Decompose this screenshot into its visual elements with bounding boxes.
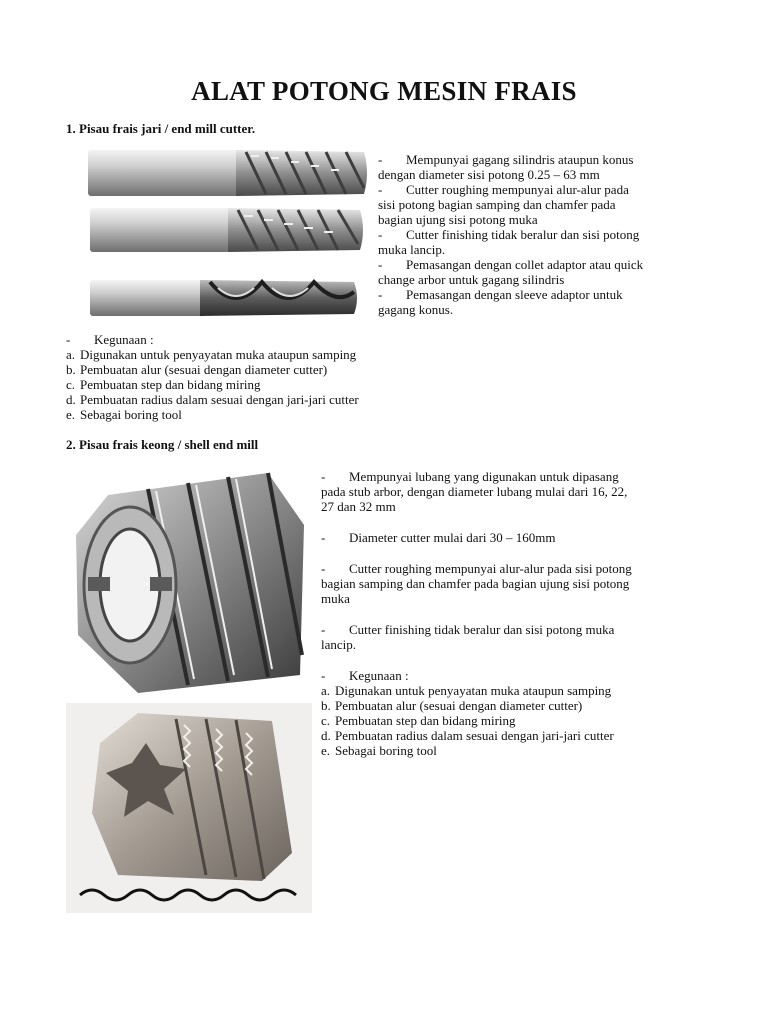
roughing-end-mill-1 — [88, 150, 367, 196]
usage-letter: a. — [321, 683, 331, 698]
feature-line: lancip. — [321, 637, 357, 652]
usage-letter: b. — [66, 362, 76, 377]
feature-line: Cutter finishing tidak beralur dan sisi potong — [406, 227, 640, 242]
dash: - — [378, 182, 383, 197]
usage-letter: d. — [321, 728, 331, 743]
dash: - — [66, 332, 71, 347]
shell-end-mill-image — [68, 465, 310, 695]
usage-text: Pembuatan radius dalam sesuai dengan jari-jari cutter — [80, 392, 359, 407]
feature-line: change arbor untuk gagang silindris — [378, 272, 565, 287]
usage-letter: b. — [321, 698, 331, 713]
feature-line: Cutter roughing mempunyai alur-alur pada — [406, 182, 629, 197]
feature-item — [321, 469, 731, 514]
feature-line: muka lancip. — [378, 242, 446, 257]
feature-item — [378, 227, 718, 257]
usage-letter: c. — [321, 713, 331, 728]
section-2-usage — [321, 668, 731, 758]
feature-line: bagian samping dan chamfer pada bagian ujung sisi potong — [321, 576, 630, 591]
usage-letter: c. — [66, 377, 76, 392]
feature-item — [378, 257, 718, 287]
feature-line: Mempunyai gagang silindris ataupun konus — [406, 152, 634, 167]
feature-item — [321, 622, 731, 652]
usage-item — [321, 698, 731, 713]
finishing-end-mill — [90, 280, 357, 316]
usage-item — [66, 347, 486, 362]
usage-text: Pembuatan step dan bidang miring — [335, 713, 516, 728]
usage-text: Digunakan untuk penyayatan muka ataupun samping — [80, 347, 357, 362]
usage-text: Pembuatan alur (sesuai dengan diameter cutter) — [335, 698, 583, 713]
section-2-features — [321, 469, 731, 758]
usage-item — [321, 713, 731, 728]
feature-line: Mempunyai lubang yang digunakan untuk dipasang — [349, 469, 619, 484]
dash: - — [321, 561, 326, 576]
usage-item — [66, 407, 486, 422]
usage-item — [66, 377, 486, 392]
feature-line: Diameter cutter mulai dari 30 – 160mm — [349, 530, 556, 545]
end-mill-cutters-image — [86, 144, 374, 324]
feature-line: Pemasangan dengan collet adaptor atau quick — [406, 257, 644, 272]
page-title: ALAT POTONG MESIN FRAIS — [191, 76, 577, 106]
roughing-shell-mill-image — [66, 703, 312, 913]
roughing-end-mill-2 — [90, 208, 363, 252]
usage-letter: d. — [66, 392, 76, 407]
usage-letter: e. — [321, 743, 331, 758]
usage-item — [66, 392, 486, 407]
feature-line: 27 dan 32 mm — [321, 499, 396, 514]
dash: - — [321, 469, 326, 484]
feature-line: Cutter finishing tidak beralur dan sisi potong muka — [349, 622, 615, 637]
feature-line: Pemasangan dengan sleeve adaptor untuk — [406, 287, 623, 302]
tooth-profile-line — [80, 890, 296, 900]
dash: - — [378, 152, 383, 167]
feature-line: sisi potong bagian samping dan chamfer pada — [378, 197, 616, 212]
usage-text: Pembuatan radius dalam sesuai dengan jari-jari cutter — [335, 728, 614, 743]
usage-item — [321, 728, 731, 743]
usage-label: Kegunaan : — [349, 668, 409, 683]
usage-text: Pembuatan alur (sesuai dengan diameter cutter) — [80, 362, 328, 377]
dash: - — [378, 287, 383, 302]
usage-label: Kegunaan : — [94, 332, 154, 347]
usage-text: Sebagai boring tool — [335, 743, 437, 758]
feature-item — [321, 530, 731, 545]
dash: - — [378, 227, 383, 242]
feature-line: bagian ujung sisi potong muka — [378, 212, 538, 227]
usage-letter: e. — [66, 407, 76, 422]
usage-item — [321, 683, 731, 698]
dash: - — [321, 530, 326, 545]
feature-line: Cutter roughing mempunyai alur-alur pada sisi potong — [349, 561, 632, 576]
feature-line: muka — [321, 591, 350, 606]
dash: - — [321, 622, 326, 637]
usage-item — [321, 743, 731, 758]
section-1-features — [378, 152, 718, 317]
dash: - — [378, 257, 383, 272]
feature-line: gagang konus. — [378, 302, 454, 317]
usage-letter: a. — [66, 347, 76, 362]
feature-item — [321, 561, 731, 606]
usage-text: Pembuatan step dan bidang miring — [80, 377, 261, 392]
section-2-heading: 2. Pisau frais keong / shell end mill — [66, 437, 259, 452]
usage-text: Digunakan untuk penyayatan muka ataupun samping — [335, 683, 612, 698]
feature-item — [378, 152, 718, 182]
dash: - — [321, 668, 326, 683]
feature-item — [378, 287, 718, 317]
feature-item — [378, 182, 718, 227]
section-1-usage — [66, 332, 486, 422]
usage-text: Sebagai boring tool — [80, 407, 182, 422]
feature-line: pada stub arbor, dengan diameter lubang mulai dari 16, 22, — [321, 484, 628, 499]
feature-line: dengan diameter sisi potong 0.25 – 63 mm — [378, 167, 600, 182]
usage-item — [66, 362, 486, 377]
section-1-heading: 1. Pisau frais jari / end mill cutter. — [66, 121, 256, 136]
